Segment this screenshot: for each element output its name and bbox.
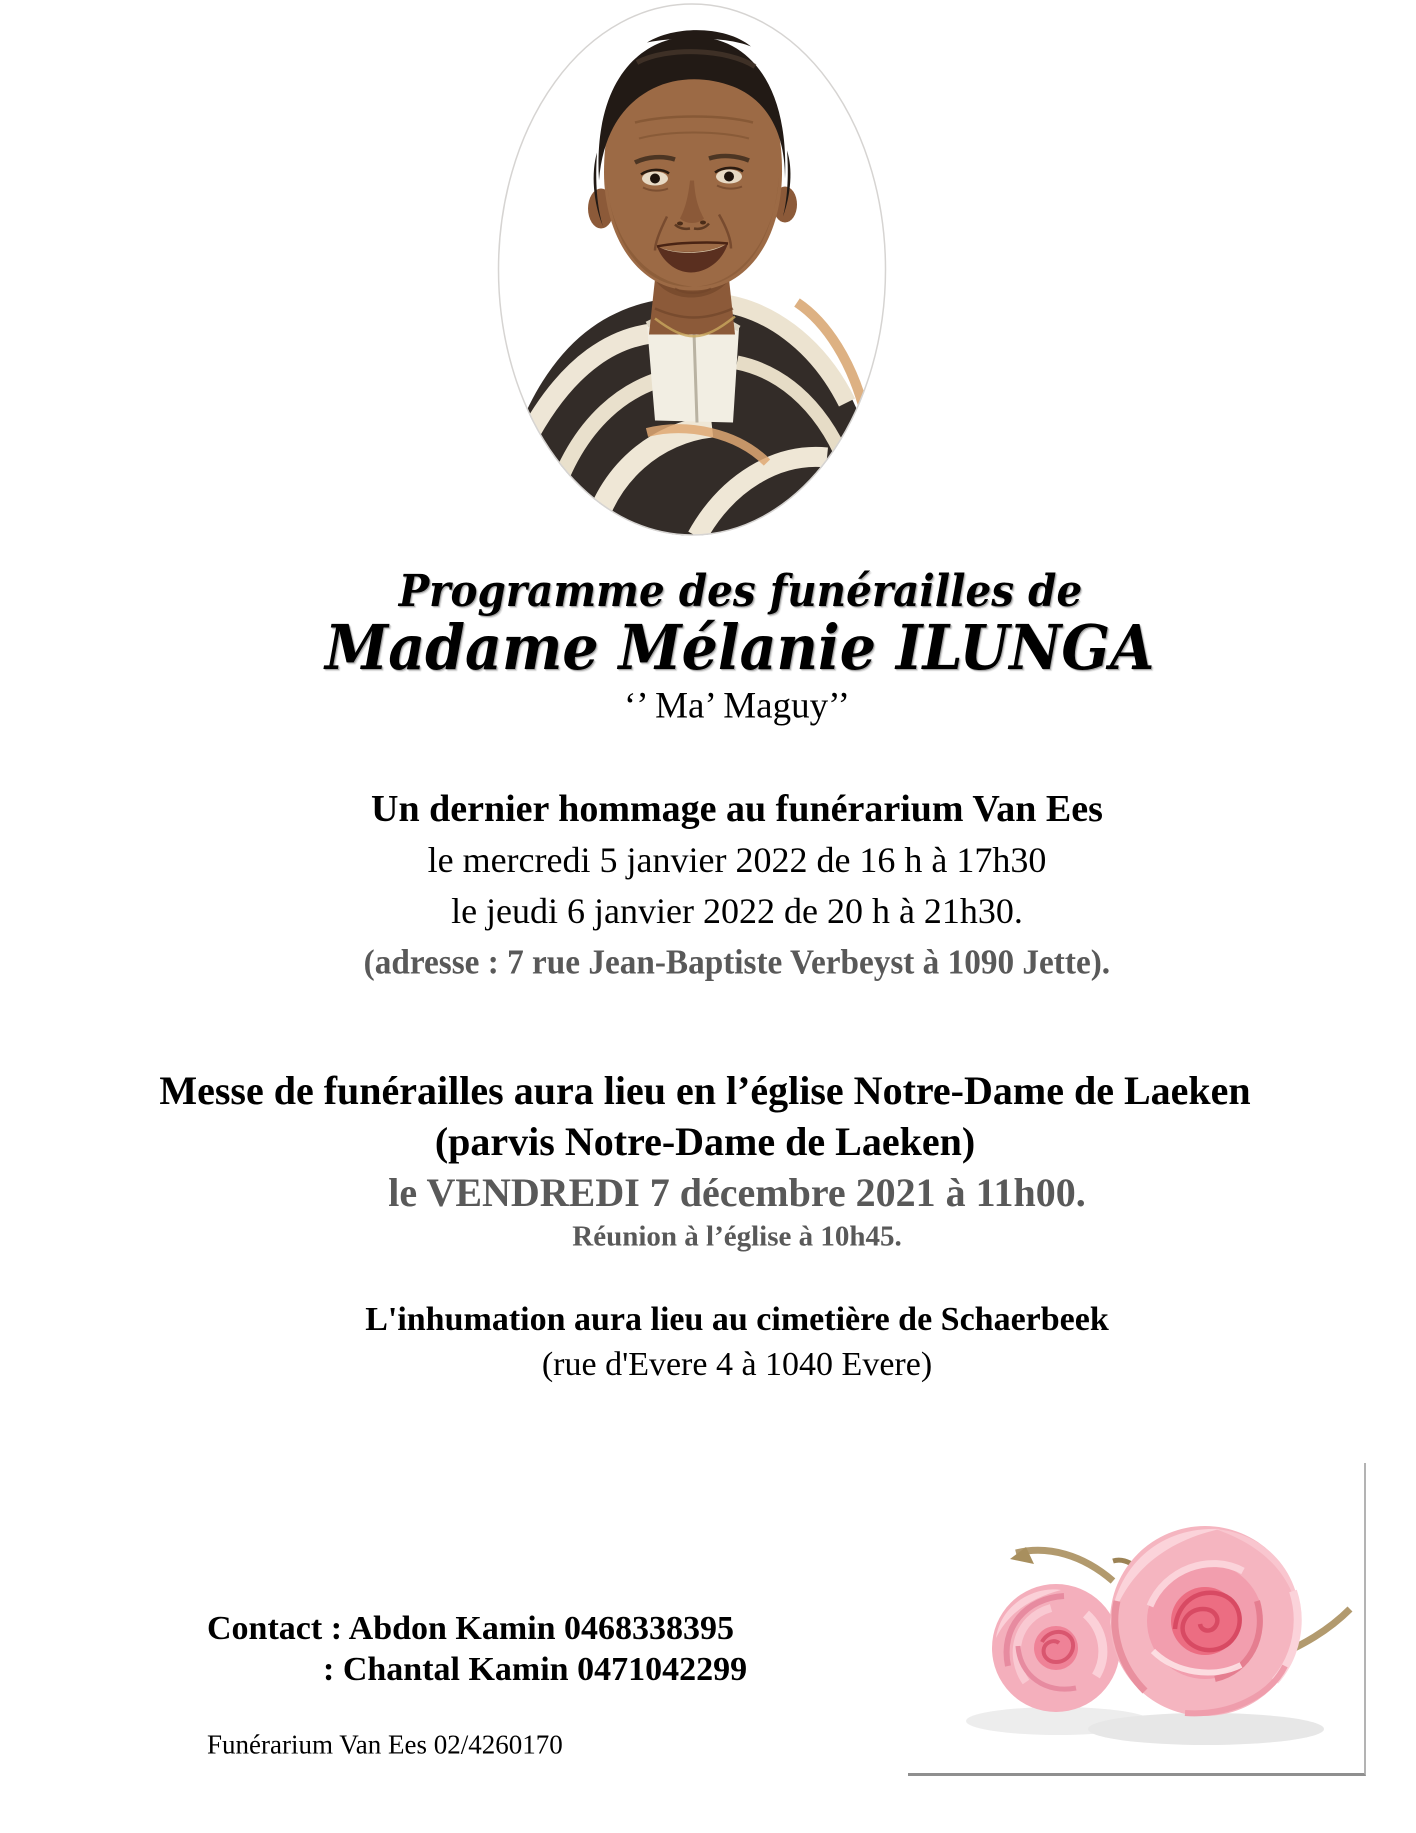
hommage-date-1: le mercredi 5 janvier 2022 de 16 h à 17h30: [427, 840, 1047, 880]
portrait-photo: [497, 2, 887, 537]
hommage-date-2: le jeudi 6 janvier 2022 de 20 h à 21h30.: [451, 891, 1023, 931]
inhumation-address: (rue d'Evere 4 à 1040 Evere): [541, 1346, 933, 1383]
contact-line-2: : Chantal Kamin 0471042299: [323, 1651, 748, 1688]
messe-date: le VENDREDI 7 décembre 2021 à 11h00.: [388, 1170, 1086, 1215]
inhumation-heading: L'inhumation aura lieu au cimetière de Schaerbeek: [365, 1301, 1109, 1338]
messe-heading: Messe de funérailles aura lieu en l’église Notre-Dame de Laeken: [159, 1068, 1251, 1113]
funerarium-phone: Funérarium Van Ees 02/4260170: [207, 1729, 563, 1760]
messe-place: (parvis Notre-Dame de Laeken): [434, 1119, 976, 1164]
messe-reunion: Réunion à l’église à 10h45.: [572, 1220, 902, 1253]
contact-line-1: Contact : Abdon Kamin 0468338395: [207, 1610, 735, 1647]
hommage-address: (adresse : 7 rue Jean-Baptiste Verbeyst à 1090 Jette).: [363, 942, 1111, 982]
hommage-heading: Un dernier hommage au funérarium Van Ees: [371, 788, 1103, 830]
roses-drawing: [908, 1463, 1364, 1773]
program-title: Programme des funérailles de: [398, 566, 1082, 617]
deceased-nickname: ‘’ Ma’ Maguy’’: [623, 685, 850, 727]
deceased-name: Madame Mélanie ILUNGA: [325, 611, 1155, 684]
portrait-photo-drawing: [497, 2, 887, 537]
roses-photo: [908, 1463, 1366, 1776]
